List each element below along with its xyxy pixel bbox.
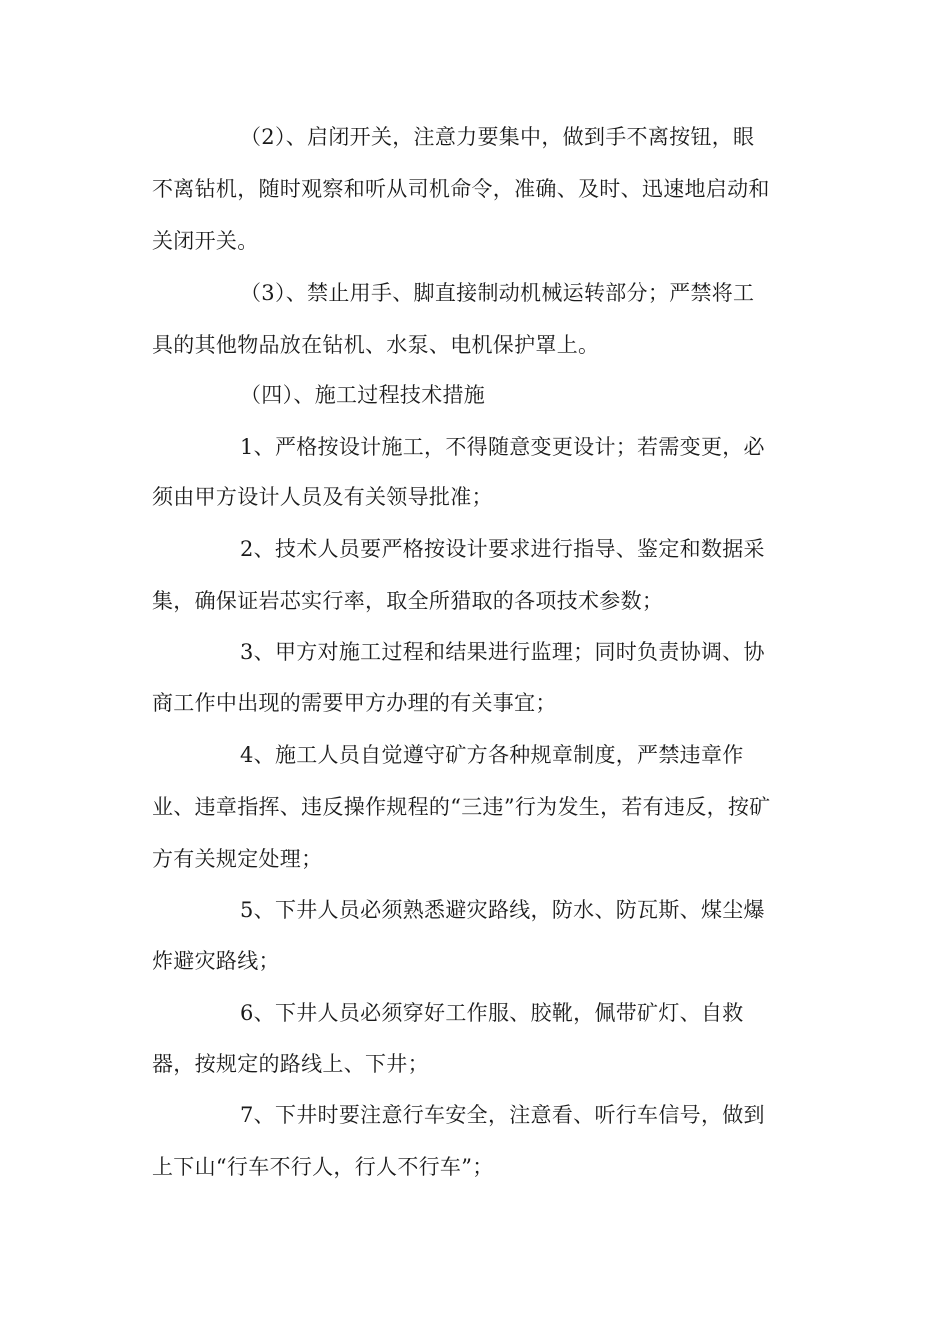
item-7-line-2: 上下山“行车不行人，行人不行车”； [152,1155,494,1179]
item-2-line-2: 集，确保证岩芯实行率，取全所猎取的各项技术参数； [152,589,664,613]
paragraph-2-line-3: 关闭开关。 [152,229,259,253]
item-1-line-2: 须由甲方设计人员及有关领导批准； [152,485,493,509]
item-2-line-1: 2、技术人员要严格按设计要求进行指导、鉴定和数据采 [240,537,765,561]
item-4-line-2: 业、违章指挥、违反操作规程的“三违”行为发生，若有违反，按矿 [152,795,771,819]
item-3-line-2: 商工作中出现的需要甲方办理的有关事宜； [152,691,557,715]
item-5-line-2: 炸避灾路线； [152,949,280,973]
item-6-line-1: 6、下井人员必须穿好工作服、胶靴，佩带矿灯、自救 [240,1001,744,1025]
item-7-line-1: 7、下井时要注意行车安全，注意看、听行车信号，做到 [240,1103,765,1127]
paragraph-3-line-2: 具的其他物品放在钻机、水泵、电机保护罩上。 [152,333,600,357]
paragraph-2-line-2: 不离钻机，随时观察和听从司机命令，准确、及时、迅速地启动和 [152,177,770,201]
item-6-line-2: 器，按规定的路线上、下井； [152,1052,429,1076]
paragraph-3-line-1: （3）、禁止用手、脚直接制动机械运转部分；严禁将工 [240,281,755,305]
item-4-line-1: 4、施工人员自觉遵守矿方各种规章制度，严禁违章作 [240,743,744,767]
section-heading: （四）、施工过程技术措施 [240,383,486,407]
item-3-line-1: 3、甲方对施工过程和结果进行监理；同时负责协调、协 [240,640,765,664]
item-5-line-1: 5、下井人员必须熟悉避灾路线，防水、防瓦斯、煤尘爆 [240,898,765,922]
item-4-line-3: 方有关规定处理； [152,847,323,871]
paragraph-2-line-1: （2）、启闭开关，注意力要集中，做到手不离按钮，眼 [240,125,755,149]
item-1-line-1: 1、严格按设计施工，不得随意变更设计；若需变更，必 [240,435,765,459]
